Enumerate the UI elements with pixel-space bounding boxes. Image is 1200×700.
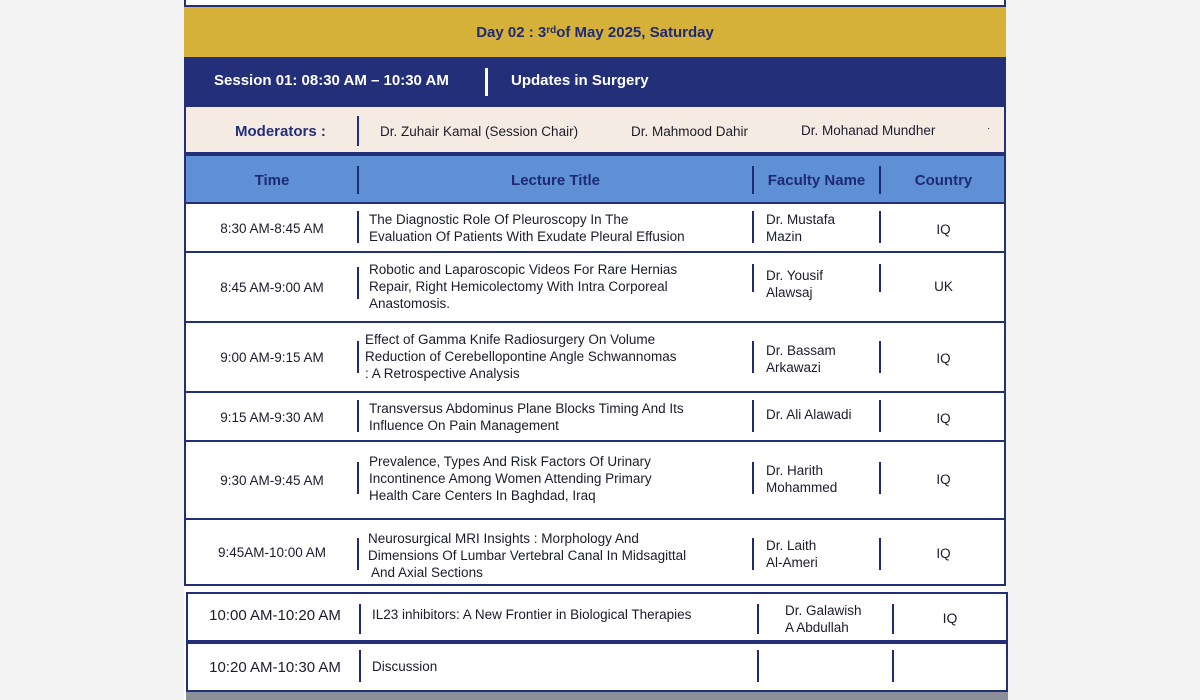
- day-header: [184, 7, 1006, 57]
- header-title: Lecture Title: [511, 172, 600, 189]
- table-row: [186, 642, 1008, 692]
- row-time: 9:30 AM-9:45 AM: [220, 473, 324, 488]
- column-divider: [752, 264, 754, 292]
- column-divider: [757, 650, 759, 682]
- row-country: IQ: [936, 472, 951, 487]
- faculty-line: A Abdullah: [785, 620, 849, 635]
- row-country: IQ: [936, 351, 951, 366]
- column-divider: [752, 538, 754, 570]
- table-row: [184, 323, 1006, 393]
- faculty-line: Alawsaj: [766, 285, 813, 300]
- header-faculty: Faculty Name: [767, 172, 866, 189]
- column-divider: [359, 604, 361, 634]
- top-border: [184, 0, 1006, 7]
- row-lecture-title: [369, 211, 685, 245]
- title-line: Dimensions Of Lumbar Vertebral Canal In Midsagittal: [368, 548, 687, 563]
- faculty-line: Arkawazi: [766, 360, 821, 375]
- row-lecture-title: [369, 261, 677, 312]
- title-line: Incontinence Among Women Attending Primary: [369, 471, 652, 486]
- faculty-line: Dr. Bassam: [766, 343, 836, 358]
- row-lecture-title: [372, 658, 437, 675]
- column-divider: [752, 341, 754, 373]
- column-divider: [357, 211, 359, 243]
- column-divider: [892, 650, 894, 682]
- row-time: 9:00 AM-9:15 AM: [220, 350, 324, 365]
- column-divider: [752, 400, 754, 432]
- column-divider: [752, 462, 754, 494]
- row-country: IQ: [936, 546, 951, 561]
- row-lecture-title: [372, 606, 691, 623]
- row-time: 8:45 AM-9:00 AM: [220, 280, 324, 295]
- row-country: IQ: [936, 411, 951, 426]
- row-time: 8:30 AM-8:45 AM: [220, 221, 324, 236]
- moderator-name: Dr. Mohanad Mundher: [801, 123, 936, 138]
- bottom-strip: [186, 692, 1008, 700]
- header-country: Country: [914, 172, 973, 189]
- moderator-name: Dr. Mahmood Dahir: [631, 124, 749, 139]
- row-faculty: [766, 211, 835, 245]
- title-line: Influence On Pain Management: [369, 418, 559, 433]
- title-line: Robotic and Laparoscopic Videos For Rare Hernias: [369, 262, 678, 277]
- row-country: IQ: [942, 610, 958, 626]
- title-line: Neurosurgical MRI Insights : Morphology And: [368, 531, 639, 546]
- table-row: [186, 592, 1008, 642]
- table-row: [184, 393, 1006, 442]
- row-lecture-title: [369, 453, 652, 504]
- moderators-divider: [357, 116, 359, 146]
- row-faculty: [766, 342, 836, 376]
- session-time: Session 01: 08:30 AM – 10:30 AM: [214, 72, 449, 89]
- row-time: 10:00 AM-10:20 AM: [209, 607, 341, 624]
- moderators-bar: [184, 105, 1006, 154]
- session-divider: [485, 68, 488, 96]
- row-faculty: [766, 537, 818, 571]
- row-time: 9:15 AM-9:30 AM: [220, 410, 324, 425]
- row-faculty: [766, 267, 823, 301]
- column-divider: [357, 400, 359, 432]
- faculty-line: Dr. Ali Alawadi: [766, 407, 852, 422]
- column-divider: [752, 211, 754, 243]
- faculty-line: Dr. Laith: [766, 538, 817, 553]
- session-title: Updates in Surgery: [511, 72, 649, 89]
- stray-dot: ·: [987, 123, 991, 134]
- column-divider: [359, 650, 361, 682]
- column-divider: [357, 538, 359, 570]
- title-line: Health Care Centers In Baghdad, Iraq: [369, 488, 596, 503]
- row-country: UK: [934, 279, 953, 294]
- column-divider: [757, 604, 759, 634]
- row-faculty: [785, 602, 862, 636]
- table-row: [184, 253, 1006, 323]
- title-line: Repair, Right Hemicolectomy With Intra Corporeal: [369, 279, 668, 294]
- row-lecture-title: [368, 530, 686, 581]
- title-line: Anastomosis.: [369, 296, 451, 311]
- faculty-line: Dr. Harith: [766, 463, 824, 478]
- moderators-label: Moderators :: [235, 123, 326, 140]
- faculty-line: Mohammed: [766, 480, 838, 495]
- title-line: Prevalence, Types And Risk Factors Of Urinary: [369, 454, 651, 469]
- title-line: Reduction of Cerebellopontine Angle Schwannomas: [365, 349, 677, 364]
- moderator-name: Dr. Zuhair Kamal (Session Chair): [380, 124, 579, 139]
- faculty-line: Dr. Mustafa: [766, 212, 836, 227]
- table-row: [184, 520, 1006, 586]
- faculty-line: Dr. Yousif: [766, 268, 824, 283]
- table-row: [184, 442, 1006, 520]
- title-line: IL23 inhibitors: A New Frontier in Biological Therapies: [372, 607, 692, 622]
- title-line: The Diagnostic Role Of Pleuroscopy In The: [369, 212, 629, 227]
- session-header: [184, 57, 1006, 105]
- title-line: Transversus Abdominus Plane Blocks Timing And Its: [369, 401, 684, 416]
- row-faculty: [766, 462, 837, 496]
- row-faculty: [766, 406, 852, 423]
- title-line: : A Retrospective Analysis: [365, 366, 520, 381]
- day-suffix: of May 2025, Saturday: [556, 23, 714, 41]
- row-lecture-title: [365, 331, 676, 382]
- row-country: IQ: [936, 222, 951, 237]
- faculty-line: Al-Ameri: [766, 555, 818, 570]
- column-divider: [357, 341, 359, 373]
- title-line: Evaluation Of Patients With Exudate Pleural Effusion: [369, 229, 685, 244]
- row-time: 9:45AM-10:00 AM: [217, 545, 327, 560]
- title-line: Effect of Gamma Knife Radiosurgery On Volume: [365, 332, 656, 347]
- title-line: Discussion: [372, 659, 438, 674]
- column-divider: [357, 462, 359, 494]
- row-lecture-title: [369, 400, 684, 434]
- title-line: And Axial Sections: [368, 565, 483, 580]
- day-prefix: Day 02 : 3: [476, 23, 547, 41]
- table-header: [184, 154, 1006, 204]
- faculty-line: Dr. Galawish: [785, 603, 862, 618]
- table-row: [184, 204, 1006, 253]
- day-ordinal: rd: [546, 24, 557, 36]
- row-time: 10:20 AM-10:30 AM: [209, 659, 341, 676]
- column-divider: [357, 267, 359, 299]
- header-time: Time: [254, 172, 290, 189]
- faculty-line: Mazin: [766, 229, 803, 244]
